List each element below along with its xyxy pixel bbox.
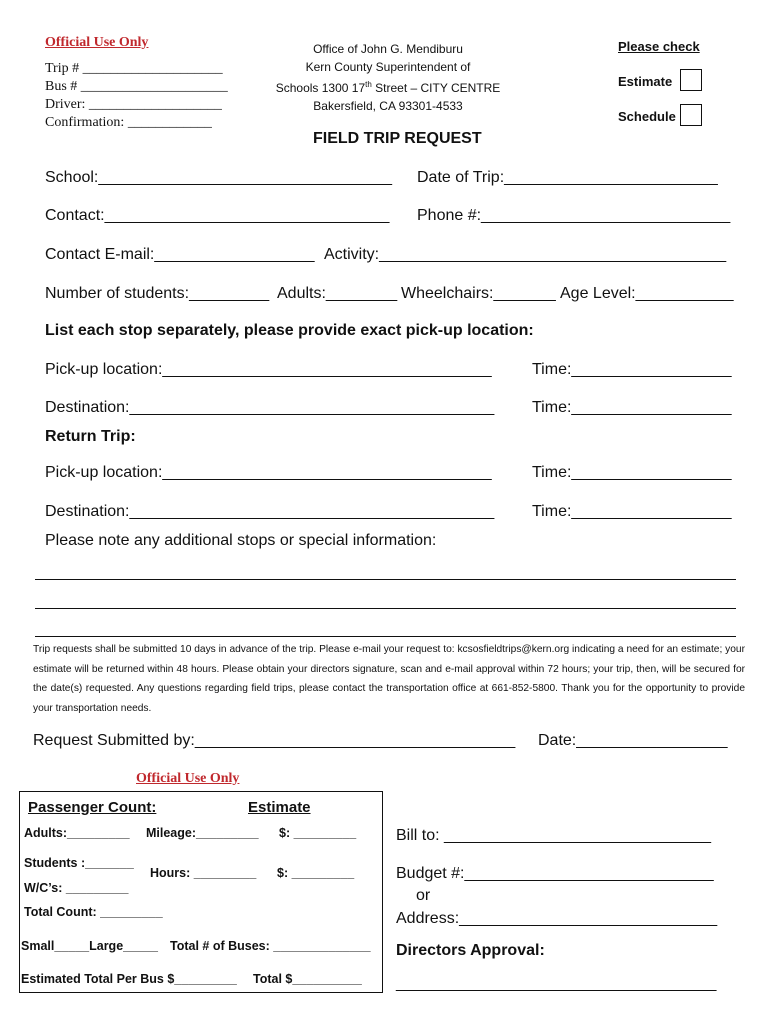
additional-info-line-3[interactable] (35, 636, 736, 637)
address-line-3: Schools 1300 17th Street – CITY CENTRE (275, 80, 501, 95)
number-of-students-field[interactable]: Number of students:_________ (45, 285, 270, 302)
return-destination-time-field[interactable]: Time:__________________ (532, 503, 732, 520)
school-field[interactable]: School:_________________________________ (45, 169, 393, 186)
estimate-heading: Estimate (248, 799, 311, 816)
date-of-trip-field[interactable]: Date of Trip:________________________ (417, 169, 718, 186)
directors-signature-line[interactable]: ____________________________________ (396, 975, 717, 992)
estimate-label: Estimate (618, 74, 673, 89)
activity-field[interactable]: Activity:_______________________________________ (324, 246, 727, 263)
please-check-heading: Please check (618, 39, 700, 54)
contact-email-field[interactable]: Contact E-mail:__________________ (45, 246, 315, 263)
address-line-1: Office of John G. Mendiburu (313, 42, 463, 56)
estimate-checkbox[interactable] (680, 69, 702, 91)
directors-approval-label: Directors Approval: (396, 942, 545, 959)
additional-info-line-1[interactable] (35, 579, 736, 580)
return-trip-heading: Return Trip: (45, 428, 136, 445)
trip-number-field[interactable]: Trip # ____________________ (45, 61, 223, 76)
estimated-total-per-bus-field[interactable]: Estimated Total Per Bus $_________ (21, 972, 237, 986)
budget-number-field[interactable]: Budget #:____________________________ (396, 865, 714, 882)
destination-field[interactable]: Destination:_________________________________________ (45, 399, 495, 416)
driver-field[interactable]: Driver: ___________________ (45, 97, 222, 112)
submission-instructions: Trip requests shall be submitted 10 days in advance of the trip. Please e-mail your request to: kcsosfieldtrips@kern.org indicating a need for an estimate; your estimate will be returned within 48 hours. Please obtain your directors signature, scan and e-mail approval within 72 hours; your trip, then, will be secured for the date(s) requested. Any questions regarding field trips, please contact the transportation office at 661-852-5800. Thank you for the opportunity to provide your transportation needs. (33, 644, 745, 714)
schedule-label: Schedule (618, 109, 676, 124)
passenger-adults-field[interactable]: Adults:_________ (24, 826, 130, 840)
total-count-field[interactable]: Total Count: _________ (24, 905, 163, 919)
bill-to-field[interactable]: Bill to: ______________________________ (396, 827, 711, 844)
official-use-heading: Official Use Only (45, 35, 149, 50)
confirmation-field[interactable]: Confirmation: ____________ (45, 115, 212, 130)
total-buses-field[interactable]: Total # of Buses: ______________ (170, 939, 371, 953)
office-address (270, 41, 506, 115)
age-level-field[interactable]: Age Level:___________ (560, 285, 734, 302)
contact-field[interactable]: Contact:________________________________ (45, 207, 390, 224)
additional-info-line-2[interactable] (35, 608, 736, 609)
schedule-checkbox[interactable] (680, 104, 702, 126)
address-line-2: Kern County Superintendent of (305, 59, 471, 74)
hours-field[interactable]: Hours: _________ (150, 866, 257, 880)
submitted-date-field[interactable]: Date:_________________ (538, 732, 728, 749)
wheelchairs-field[interactable]: Wheelchairs:_______ (401, 285, 556, 302)
address-line-4: Bakersfield, CA 93301-4533 (313, 98, 463, 113)
stops-heading: List each stop separately, please provide exact pick-up location: (45, 322, 534, 339)
official-use-bottom-heading: Official Use Only (136, 771, 240, 786)
passenger-wc-field[interactable]: W/C’s: _________ (24, 881, 129, 895)
billing-address-field[interactable]: Address:_____________________________ (396, 910, 718, 927)
pickup-location-field[interactable]: Pick-up location:_____________________________________ (45, 361, 492, 378)
return-pickup-location-field[interactable]: Pick-up location:_____________________________________ (45, 464, 492, 481)
estimated-total-field[interactable]: Total $__________ (253, 972, 362, 986)
adults-field[interactable]: Adults:________ (277, 285, 398, 302)
or-label: or (416, 887, 431, 904)
hours-cost-field[interactable]: $: _________ (277, 866, 355, 880)
passenger-students-field[interactable]: Students :_______ (24, 856, 134, 870)
form-title: FIELD TRIP REQUEST (313, 130, 482, 147)
bus-number-field[interactable]: Bus # _____________________ (45, 79, 228, 94)
destination-time-field[interactable]: Time:__________________ (532, 399, 732, 416)
small-large-field[interactable]: Small_____Large_____ (21, 939, 158, 953)
request-submitted-by-field[interactable]: Request Submitted by:____________________________________ (33, 732, 516, 749)
mileage-field[interactable]: Mileage:_________ (146, 826, 259, 840)
return-pickup-time-field[interactable]: Time:__________________ (532, 464, 732, 481)
pickup-time-field[interactable]: Time:__________________ (532, 361, 732, 378)
return-destination-field[interactable]: Destination:_________________________________________ (45, 503, 495, 520)
mileage-cost-field[interactable]: $: _________ (279, 826, 357, 840)
additional-info-label: Please note any additional stops or special information: (45, 532, 437, 549)
passenger-count-heading: Passenger Count: (28, 799, 157, 816)
phone-field[interactable]: Phone #:____________________________ (417, 207, 731, 224)
